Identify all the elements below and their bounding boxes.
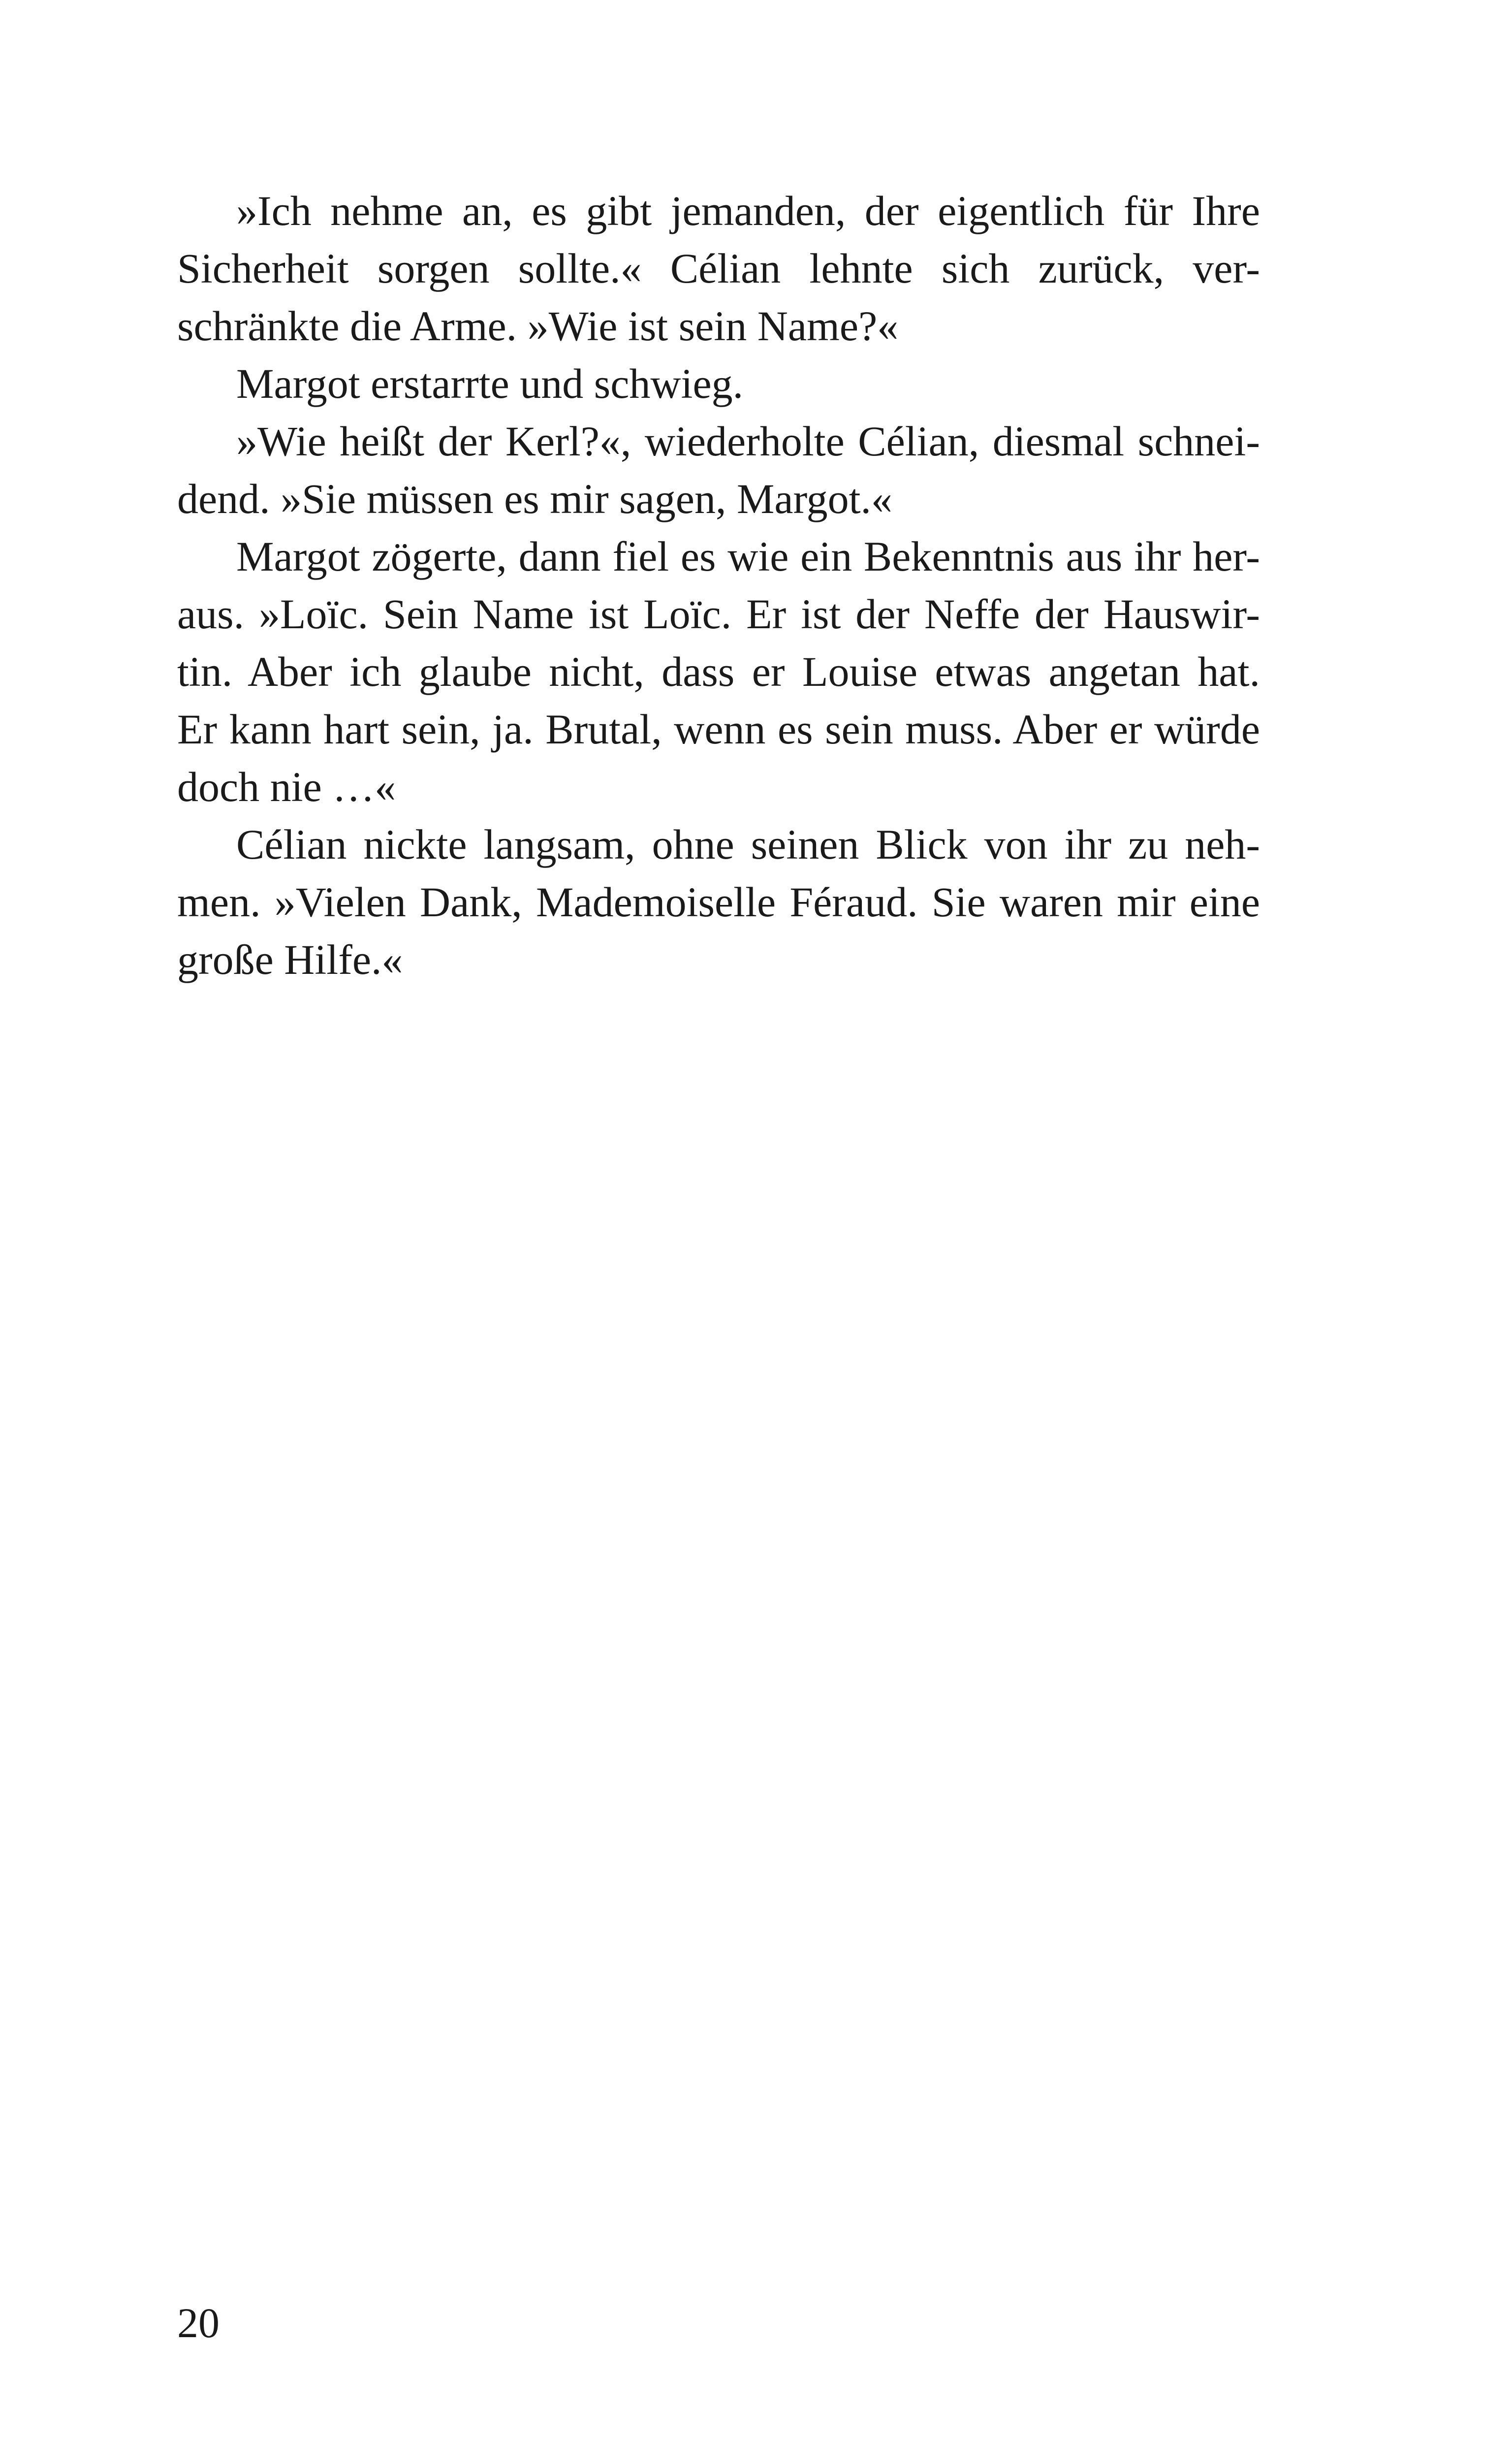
text-line: große Hilfe.« [177, 936, 403, 983]
text-line: Er kann hart sein, ja. Brutal, wenn es sein muss. Aber er würde [177, 706, 1260, 753]
text-line: dend. »Sie müssen es mir sagen, Margot.« [177, 475, 893, 522]
body-text [177, 182, 1260, 989]
page-number: 20 [177, 2299, 220, 2347]
text-line: »Ich nehme an, es gibt jemanden, der eigentlich für Ihre [236, 187, 1260, 234]
text-line: doch nie …« [177, 763, 396, 810]
text-line: aus. »Loïc. Sein Name ist Loïc. Er ist der Neffe der Hauswir- [177, 590, 1260, 638]
text-line: schränkte die Arme. »Wie ist sein Name?« [177, 302, 899, 350]
text-line: men. »Vielen Dank, Mademoiselle Féraud. Sie waren mir eine [177, 878, 1260, 926]
text-line: tin. Aber ich glaube nicht, dass er Louise etwas angetan hat. [177, 648, 1260, 695]
text-line: Sicherheit sorgen sollte.« Célian lehnte sich zurück, ver- [177, 245, 1260, 292]
text-line: »Wie heißt der Kerl?«, wiederholte Célian, diesmal schnei- [236, 418, 1260, 465]
text-line: Célian nickte langsam, ohne seinen Blick von ihr zu neh- [236, 821, 1260, 868]
text-line: Margot erstarrte und schwieg. [236, 360, 744, 407]
text-line: Margot zögerte, dann fiel es wie ein Bekenntnis aus ihr her- [236, 533, 1260, 580]
